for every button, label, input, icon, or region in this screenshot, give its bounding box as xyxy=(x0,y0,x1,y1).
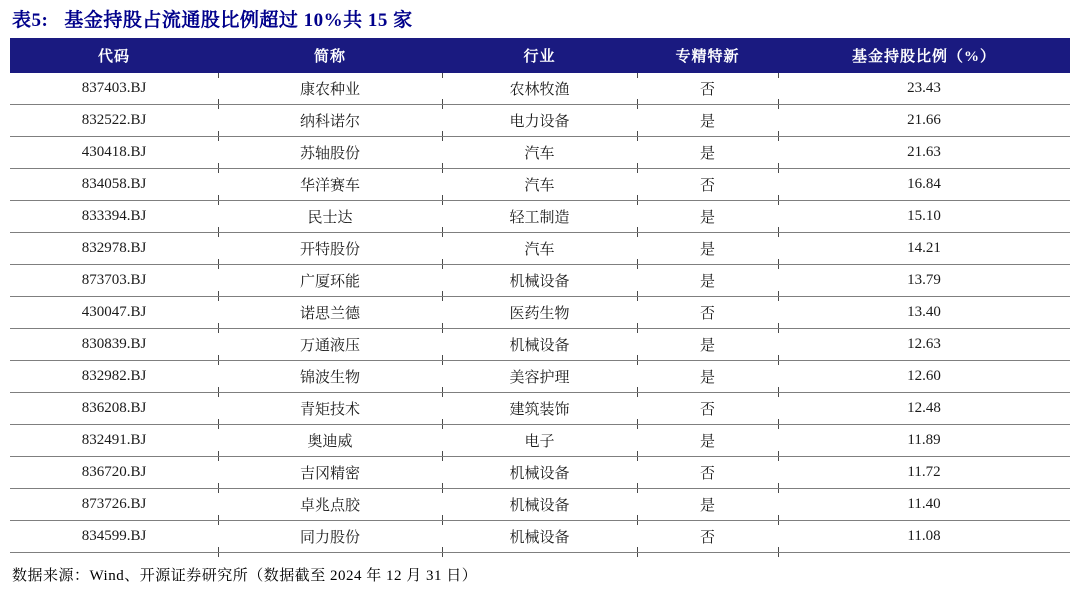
cell-specialized: 是 xyxy=(637,425,778,457)
table-row xyxy=(10,425,1070,457)
cell-industry: 建筑装饰 xyxy=(442,393,637,425)
cell-code: 873726.BJ xyxy=(10,489,218,521)
table-row xyxy=(10,265,1070,297)
cell-name: 苏轴股份 xyxy=(218,137,442,169)
cell-industry: 汽车 xyxy=(442,233,637,265)
cell-industry: 机械设备 xyxy=(442,521,637,553)
cell-name: 锦波生物 xyxy=(218,361,442,393)
table-header xyxy=(10,38,1070,73)
table-row xyxy=(10,489,1070,521)
cell-industry: 机械设备 xyxy=(442,329,637,361)
cell-industry: 机械设备 xyxy=(442,489,637,521)
cell-specialized: 是 xyxy=(637,233,778,265)
table-title-prefix: 表5: xyxy=(12,10,49,31)
table-title-text: 基金持股占流通股比例超过 10%共 15 家 xyxy=(64,10,413,31)
cell-name: 奥迪威 xyxy=(218,425,442,457)
cell-ratio: 12.63 xyxy=(778,329,1070,361)
cell-name: 广厦环能 xyxy=(218,265,442,297)
cell-ratio: 13.79 xyxy=(778,265,1070,297)
table-row xyxy=(10,329,1070,361)
cell-ratio: 14.21 xyxy=(778,233,1070,265)
cell-specialized: 是 xyxy=(637,361,778,393)
table-row xyxy=(10,393,1070,425)
cell-ratio: 12.60 xyxy=(778,361,1070,393)
table-body xyxy=(10,73,1070,553)
cell-name: 华洋赛车 xyxy=(218,169,442,201)
cell-code: 834599.BJ xyxy=(10,521,218,553)
table-row xyxy=(10,521,1070,553)
cell-industry: 电子 xyxy=(442,425,637,457)
cell-name: 卓兆点胶 xyxy=(218,489,442,521)
cell-specialized: 是 xyxy=(637,329,778,361)
cell-code: 832491.BJ xyxy=(10,425,218,457)
table-row xyxy=(10,169,1070,201)
cell-ratio: 13.40 xyxy=(778,297,1070,329)
cell-name: 吉冈精密 xyxy=(218,457,442,489)
cell-code: 837403.BJ xyxy=(10,73,218,105)
cell-specialized: 否 xyxy=(637,297,778,329)
cell-ratio: 23.43 xyxy=(778,73,1070,105)
cell-industry: 汽车 xyxy=(442,137,637,169)
cell-code: 430418.BJ xyxy=(10,137,218,169)
cell-specialized: 是 xyxy=(637,489,778,521)
cell-specialized: 是 xyxy=(637,137,778,169)
cell-code: 836720.BJ xyxy=(10,457,218,489)
cell-specialized: 是 xyxy=(637,201,778,233)
table-row xyxy=(10,73,1070,105)
cell-name: 开特股份 xyxy=(218,233,442,265)
cell-ratio: 15.10 xyxy=(778,201,1070,233)
column-header-industry: 行业 xyxy=(442,38,637,73)
cell-ratio: 21.63 xyxy=(778,137,1070,169)
cell-name: 万通液压 xyxy=(218,329,442,361)
cell-ratio: 11.72 xyxy=(778,457,1070,489)
cell-code: 830839.BJ xyxy=(10,329,218,361)
cell-code: 832982.BJ xyxy=(10,361,218,393)
cell-industry: 电力设备 xyxy=(442,105,637,137)
column-header-name: 简称 xyxy=(218,38,442,73)
cell-name: 青矩技术 xyxy=(218,393,442,425)
cell-code: 873703.BJ xyxy=(10,265,218,297)
cell-name: 康农种业 xyxy=(218,73,442,105)
cell-code: 832978.BJ xyxy=(10,233,218,265)
cell-name: 诺思兰德 xyxy=(218,297,442,329)
table-row xyxy=(10,297,1070,329)
cell-industry: 机械设备 xyxy=(442,265,637,297)
cell-ratio: 16.84 xyxy=(778,169,1070,201)
table-row xyxy=(10,457,1070,489)
cell-code: 834058.BJ xyxy=(10,169,218,201)
header-row xyxy=(10,38,1070,73)
cell-specialized: 否 xyxy=(637,169,778,201)
table-row xyxy=(10,201,1070,233)
column-header-specialized: 专精特新 xyxy=(637,38,778,73)
cell-code: 430047.BJ xyxy=(10,297,218,329)
cell-industry: 轻工制造 xyxy=(442,201,637,233)
cell-name: 纳科诺尔 xyxy=(218,105,442,137)
cell-industry: 美容护理 xyxy=(442,361,637,393)
fund-holdings-table xyxy=(10,38,1070,553)
cell-industry: 机械设备 xyxy=(442,457,637,489)
cell-industry: 农林牧渔 xyxy=(442,73,637,105)
column-header-code: 代码 xyxy=(10,38,218,73)
cell-code: 833394.BJ xyxy=(10,201,218,233)
cell-name: 民士达 xyxy=(218,201,442,233)
cell-ratio: 21.66 xyxy=(778,105,1070,137)
data-source-note: 数据来源：Wind、开源证券研究所（数据截至 2024 年 12 月 31 日） xyxy=(12,568,478,584)
cell-industry: 汽车 xyxy=(442,169,637,201)
column-header-ratio: 基金持股比例（%） xyxy=(778,38,1070,73)
cell-code: 832522.BJ xyxy=(10,105,218,137)
cell-specialized: 否 xyxy=(637,521,778,553)
cell-ratio: 11.08 xyxy=(778,521,1070,553)
table-row xyxy=(10,233,1070,265)
table-title xyxy=(12,5,1070,32)
cell-industry: 医药生物 xyxy=(442,297,637,329)
table-row xyxy=(10,361,1070,393)
cell-specialized: 否 xyxy=(637,393,778,425)
cell-ratio: 11.40 xyxy=(778,489,1070,521)
cell-code: 836208.BJ xyxy=(10,393,218,425)
cell-name: 同力股份 xyxy=(218,521,442,553)
cell-specialized: 是 xyxy=(637,265,778,297)
cell-ratio: 11.89 xyxy=(778,425,1070,457)
cell-specialized: 是 xyxy=(637,105,778,137)
table-row xyxy=(10,105,1070,137)
cell-specialized: 否 xyxy=(637,73,778,105)
cell-specialized: 否 xyxy=(637,457,778,489)
table-row xyxy=(10,137,1070,169)
cell-ratio: 12.48 xyxy=(778,393,1070,425)
